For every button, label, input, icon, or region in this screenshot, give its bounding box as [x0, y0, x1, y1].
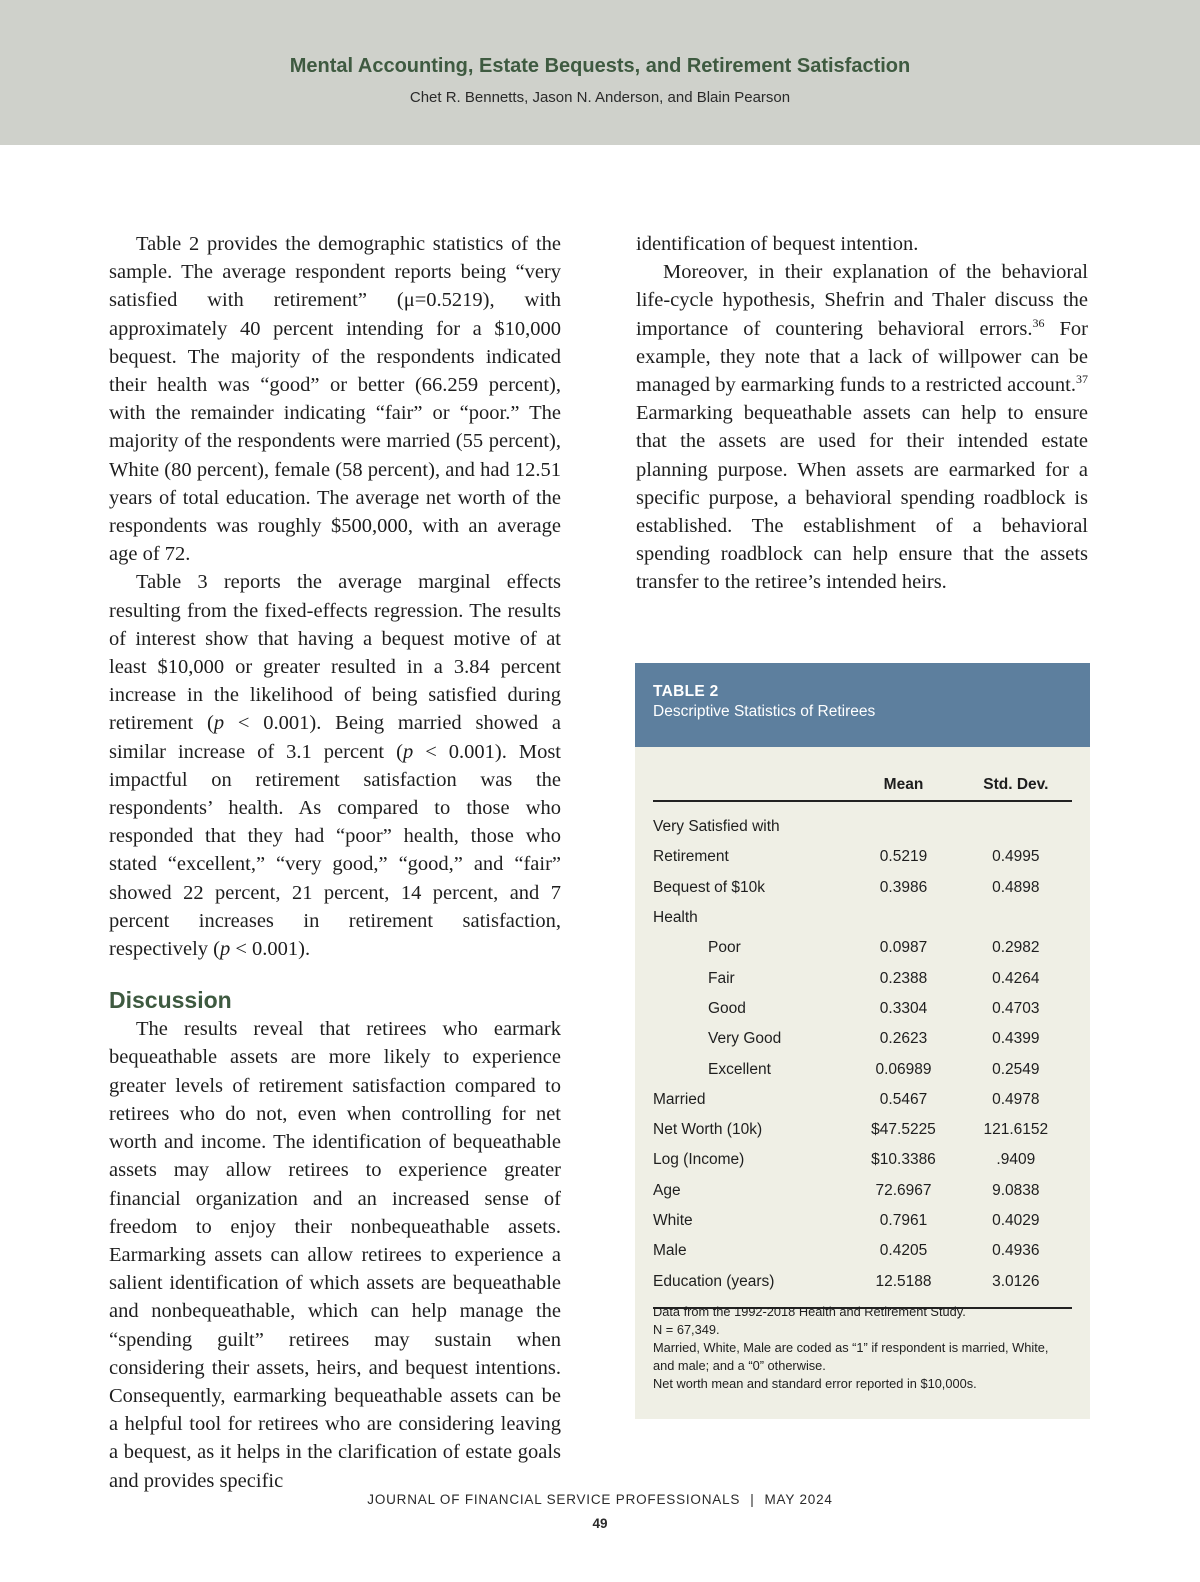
std-dev-value: 0.4898	[992, 878, 1040, 896]
table-row	[653, 933, 1072, 963]
table-caption: Descriptive Statistics of Retirees	[653, 703, 876, 720]
page-number: 49	[592, 1516, 608, 1531]
mean-value: 0.0987	[879, 939, 928, 957]
std-dev-value: 3.0126	[960, 1266, 1072, 1307]
table-row	[653, 1145, 1072, 1175]
row-label: Log (Income)	[653, 1151, 745, 1169]
body-paragraph: Table 2 provides the demographic statistics of the sample. The average respondent reports being “very satisfied with retirement” (μ=0.5219), with approximately 40 percent intending for a $10,000 bequest. The majority of the respondents indicated their health was “good” or better (66.259 percent), with the remainder indicating “fair” or “poor.” The majority of the respondents were married (55 percent), White (80 percent), female (58 percent), and had 12.51 years of total education. The average net worth of the respondents was roughly $500,000, with an average age of 72.	[109, 233, 561, 566]
text-span: Table 3 reports the average marginal effects resulting from the fixed-effects regression. The results of interest show that having a bequest motive of at least $10,000 or greater resulted in a 3.84 percent increase in the likelihood of being satisfied during retirement (	[109, 571, 561, 735]
table-label: TABLE 2	[653, 683, 719, 700]
mean-value: 0.7961	[879, 1212, 928, 1229]
mean-value: 0.5467	[879, 1090, 928, 1108]
row-label: Education (years)	[653, 1266, 847, 1307]
p-symbol: p	[213, 712, 225, 735]
table-notes	[653, 1303, 1073, 1393]
std-dev-value: 0.4995	[992, 848, 1040, 866]
right-column	[636, 230, 1088, 597]
table-header-band	[635, 663, 1090, 747]
mean-value	[847, 801, 959, 842]
text-span: Earmarking bequeathable assets can help to ensure that the assets are used for their intended estate planning purpose. When assets are earmarked for a specific purpose, a behavioral spending roadblock is established. The establishment of a behavioral spending roadblock can help ensure that the assets transfer to the retiree’s intended heirs.	[636, 402, 1088, 594]
table-row	[653, 1266, 1072, 1307]
column-header-std-dev: Std. Dev.	[960, 756, 1072, 801]
table-note: Net worth mean and standard error reported in $10,000s.	[653, 1376, 977, 1391]
row-label: Good	[708, 999, 746, 1017]
std-dev-value: 0.4264	[992, 969, 1040, 987]
body-paragraph	[109, 568, 561, 963]
table-row	[653, 1115, 1072, 1145]
text-span: < 0.001).	[230, 938, 311, 961]
column-header-mean: Mean	[847, 756, 959, 801]
std-dev-value: 9.0838	[992, 1181, 1040, 1199]
table-row	[653, 1085, 1072, 1115]
table-note: Data from the 1992-2018 Health and Retirement Study.	[653, 1304, 966, 1319]
row-label: Retirement	[653, 848, 729, 866]
table-note: Married, White, Male are coded as “1” if respondent is married, White, and male; and a “0” otherwise.	[653, 1340, 1049, 1373]
row-label: Age	[653, 1181, 681, 1199]
mean-value: 0.4205	[879, 1242, 928, 1260]
table-row	[653, 842, 1072, 872]
row-label: Fair	[708, 969, 735, 987]
table-row	[653, 994, 1072, 1024]
table-row	[653, 1236, 1072, 1266]
section-heading-discussion: Discussion	[109, 987, 232, 1014]
mean-value: 0.5219	[879, 848, 928, 866]
text-span: < 0.001). Being married showed a similar increase of 3.1 percent (	[109, 712, 562, 763]
text-span: For example, they note that a lack of willpower can be managed by earmarking funds to a restricted account.	[636, 317, 1088, 397]
row-label: Married	[653, 1090, 706, 1108]
std-dev-value: 0.2549	[992, 1060, 1040, 1078]
body-paragraph	[636, 258, 1088, 596]
table-row	[653, 963, 1072, 993]
footnote-ref[interactable]: 36	[1032, 315, 1045, 330]
mean-value: 0.06989	[875, 1060, 932, 1078]
table-row	[653, 801, 1072, 842]
mean-value: 0.2388	[879, 969, 928, 987]
std-dev-value: .9409	[996, 1151, 1036, 1169]
issue-date: MAY 2024	[764, 1492, 833, 1507]
p-symbol: p	[220, 938, 231, 961]
row-label: Poor	[708, 939, 741, 957]
running-header	[0, 0, 1200, 145]
std-dev-value: 0.4703	[992, 999, 1040, 1017]
table-row	[653, 903, 1072, 933]
table-row	[653, 1206, 1072, 1236]
mean-value: 12.5188	[847, 1266, 959, 1307]
descriptive-statistics-table	[653, 756, 1072, 1309]
column-header	[653, 756, 847, 801]
mean-value: 0.3304	[879, 999, 928, 1017]
article-authors: Chet R. Bennetts, Jason N. Anderson, and Blain Pearson	[409, 89, 791, 106]
std-dev-value: 0.4399	[992, 1030, 1040, 1048]
journal-footer	[0, 1492, 1200, 1507]
std-dev-value	[960, 801, 1072, 842]
footer-separator: |	[750, 1492, 755, 1507]
body-paragraph: identification of bequest intention.	[636, 233, 919, 255]
table-row	[653, 873, 1072, 903]
std-dev-value: 121.6152	[983, 1121, 1049, 1139]
row-label: Excellent	[708, 1060, 771, 1078]
mean-value: 0.3986	[879, 878, 928, 896]
mean-value: $47.5225	[871, 1121, 936, 1139]
body-paragraph: The results reveal that retirees who earmark bequeathable assets are more likely to experience greater levels of retirement satisfaction compared to retirees who do not, even when controlling for net worth and income. The identification of bequeathable assets may allow retirees to experience greater financial organization and an increased sense of freedom to enjoy their nonbequeathable assets. Earmarking assets can allow retirees to experience a salient identification of which assets are bequeathable and nonbequeathable, which can help manage the “spending guilt” retirees may sustain when considering their assets, heirs, and bequest intentions. Consequently, earmarking bequeathable assets can be a helpful tool for retirees who are considering leaving a bequest, as it helps in the clarification of estate goals and provides specific	[109, 1018, 561, 1492]
table-row	[653, 1054, 1072, 1084]
table-note: N = 67,349.	[653, 1322, 720, 1337]
left-column	[109, 230, 561, 1495]
table-row	[653, 1176, 1072, 1206]
mean-value: $10.3386	[871, 1151, 936, 1169]
table-header-row	[653, 756, 1072, 801]
row-label: Male	[653, 1242, 687, 1260]
table-2-box	[635, 663, 1090, 1419]
row-label: Net Worth (10k)	[653, 1121, 763, 1139]
text-span: Moreover, in their explanation of the behavioral life-cycle hypothesis, Shefrin and Thaler discuss the importance of countering behavioral errors.	[636, 261, 1088, 340]
row-label: White	[653, 1212, 693, 1229]
text-span: < 0.001). Most impactful on retirement satisfaction was the respondents’ health. As compared to those who responded that they had “poor” health, those who stated “excellent,” “very good,” “good,” and “fair” showed 22 percent, 21 percent, 14 percent, and 7 percent increases in retirement satisfaction, respectively (	[109, 740, 561, 961]
article-title: Mental Accounting, Estate Bequests, and Retirement Satisfaction	[289, 55, 911, 77]
std-dev-value	[960, 903, 1072, 933]
row-label: Very Satisfied with	[653, 818, 780, 836]
footnote-ref[interactable]: 37	[1076, 372, 1088, 387]
p-symbol: p	[402, 740, 414, 763]
journal-name: JOURNAL OF FINANCIAL SERVICE PROFESSIONALS	[367, 1492, 741, 1507]
row-label: Bequest of $10k	[653, 878, 766, 896]
std-dev-value: 0.4936	[992, 1242, 1040, 1260]
std-dev-value: 0.4978	[992, 1090, 1040, 1108]
table-row	[653, 1024, 1072, 1054]
mean-value	[847, 903, 959, 933]
std-dev-value: 0.4029	[992, 1212, 1040, 1229]
mean-value: 0.2623	[879, 1030, 928, 1048]
mean-value: 72.6967	[875, 1181, 932, 1199]
std-dev-value: 0.2982	[992, 939, 1040, 957]
row-label: Very Good	[708, 1030, 782, 1048]
row-label: Health	[653, 909, 698, 927]
